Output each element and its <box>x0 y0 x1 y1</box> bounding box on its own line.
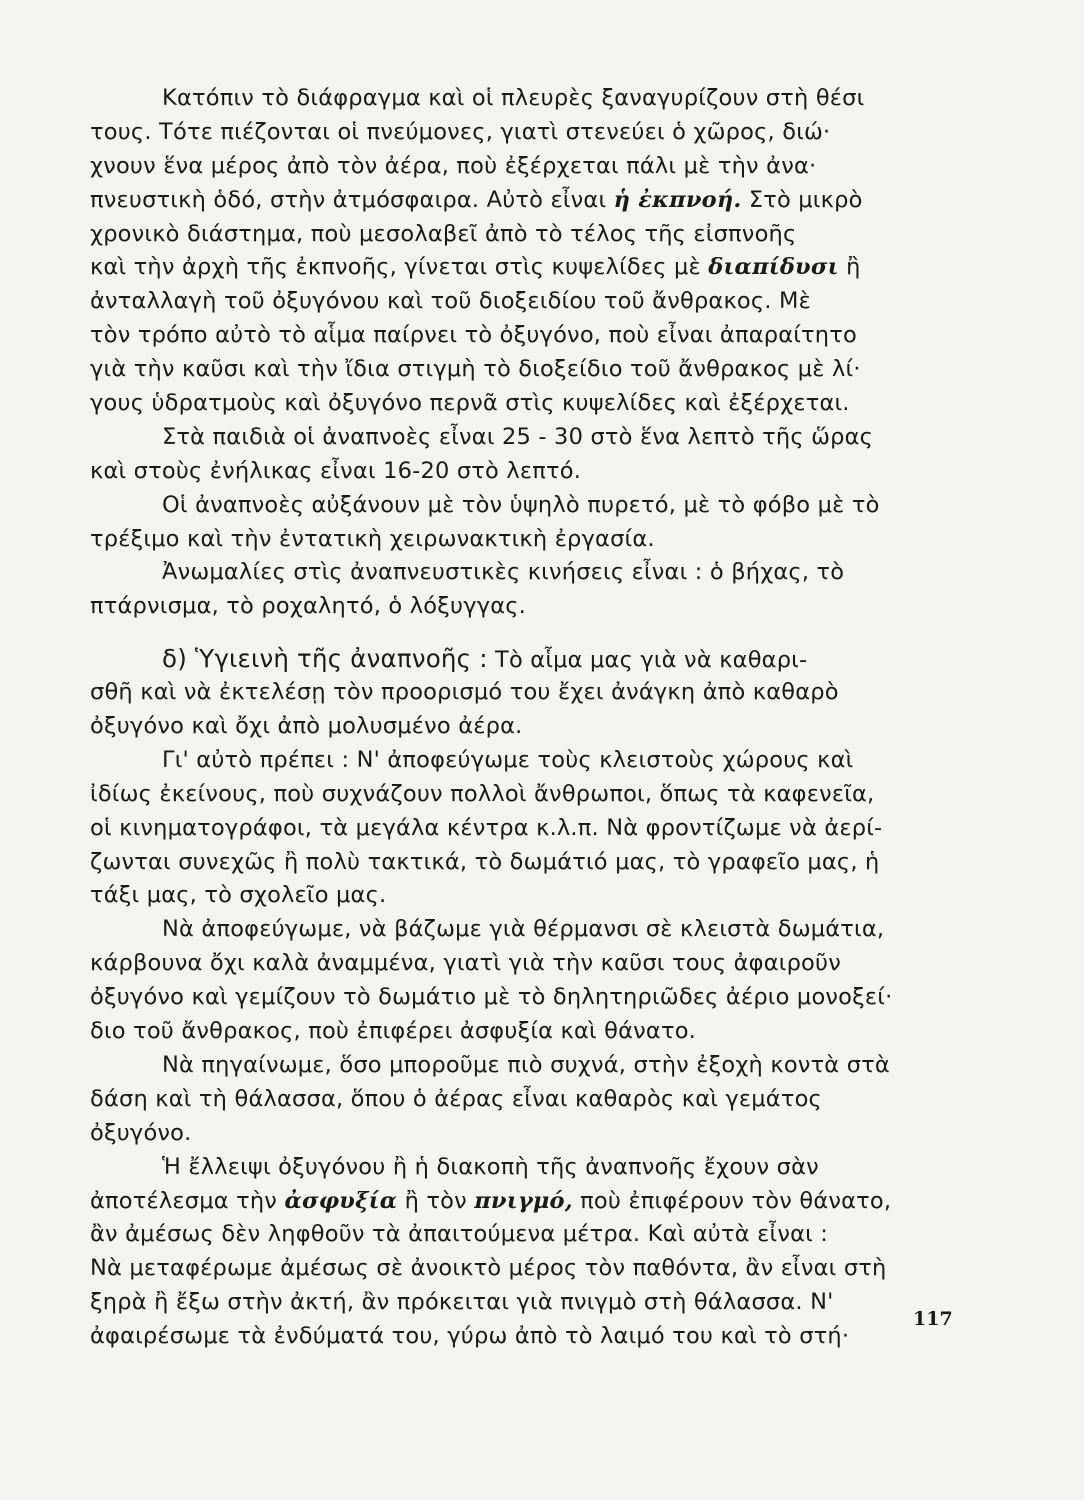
text-line <box>90 251 955 285</box>
text-line: ὀξυγόνο καὶ ὄχι ἀπὸ μολυσμένο ἀέρα. <box>90 713 523 740</box>
text-line: γιὰ τὴν καῦσι καὶ τὴν ἴδια στιγμὴ τὸ διοξείδιο τοῦ ἄνθρακος μὲ λί· <box>90 356 861 383</box>
text-segment: ἢ τὸν <box>404 1187 467 1214</box>
emphasis-term: ἀσφυξία <box>284 1187 398 1214</box>
text-line: τάξι μας, τὸ σχολεῖο μας. <box>90 882 387 909</box>
body-text <box>90 82 955 1354</box>
text-line: γους ὑδρατμοὺς καὶ ὀξυγόνο περνᾶ στὶς κυψελίδες καὶ ἐξέρχεται. <box>90 390 850 417</box>
text-line: Οἱ ἀναπνοὲς αὐξάνουν μὲ τὸν ὑψηλὸ πυρετό, μὲ τὸ φόβο μὲ τὸ <box>162 491 880 518</box>
text-line: Ἡ ἔλλειψι ὀξυγόνου ἢ ἡ διακοπὴ τῆς ἀναπνοῆς ἔχουν σὰν <box>162 1153 819 1180</box>
text-line: οἱ κινηματογράφοι, τὰ μεγάλα κέντρα κ.λ.π. Νὰ φροντίζωμε νὰ ἀερί- <box>90 814 883 841</box>
text-line: Κατόπιν τὸ διάφραγμα καὶ οἱ πλευρὲς ξαναγυρίζουν στὴ θέσι <box>162 85 865 111</box>
paragraph-gap <box>90 624 955 642</box>
text-line: Νὰ πηγαίνωμε, ὅσο μποροῦμε πιὸ συχνά, στὴν ἐξοχὴ κοντὰ στὰ <box>162 1051 890 1078</box>
text-line: ὀξυγόνο καὶ γεμίζουν τὸ δωμάτιο μὲ τὸ δηλητηριῶδες ἀέριο μονοξεί· <box>90 984 893 1011</box>
emphasis-term: ἡ ἐκπνοή. <box>613 186 742 213</box>
text-line: τρέξιμο καὶ τὴν ἐντατικὴ χειρωνακτικὴ ἐργασία. <box>90 525 655 552</box>
text-segment: ἀποτέλεσμα τὴν <box>90 1187 278 1214</box>
text-line: ἰδίως ἐκείνους, ποὺ συχνάζουν πολλοὶ ἄνθρωποι, ὅπως τὰ καφενεῖα, <box>90 780 875 807</box>
text-line: πτάρνισμα, τὸ ροχαλητό, ὁ λόξυγγας. <box>90 593 527 620</box>
text-line: Νὰ ἀποφεύγωμε, νὰ βάζωμε γιὰ θέρμανσι σὲ κλειστὰ δωμάτια, <box>162 916 885 943</box>
text-line: τὸν τρόπο αὐτὸ τὸ αἷμα παίρνει τὸ ὀξυγόνο, ποὺ εἶναι ἀπαραίτητο <box>90 322 857 349</box>
text-line: κάρβουνα ὄχι καλὰ ἀναμμένα, γιατὶ γιὰ τὴν καῦσι τους ἀφαιροῦν <box>90 950 842 977</box>
text-segment: καὶ τὴν ἀρχὴ τῆς ἐκπνοῆς, γίνεται στὶς κυψελίδες μὲ <box>90 254 701 281</box>
text-line: ἂν ἀμέσως δὲν ληφθοῦν τὰ ἀπαιτούμενα μέτρα. Καὶ αὐτὰ εἶναι : <box>90 1221 829 1248</box>
text-line: ἀνταλλαγὴ τοῦ ὀξυγόνου καὶ τοῦ διοξειδίου τοῦ ἄνθρακος. Μὲ <box>90 288 811 315</box>
text-line: ξηρὰ ἢ ἔξω στὴν ἀκτή, ἂν πρόκειται γιὰ πνιγμὸ στὴ θάλασσα. Ν' <box>90 1289 834 1316</box>
text-segment: ποὺ ἐπιφέρουν τὸν θάνατο, <box>580 1187 892 1214</box>
text-line: Νὰ μεταφέρωμε ἀμέσως σὲ ἀνοικτὸ μέρος τὸν παθόντα, ἂν εἶναι στὴ <box>90 1255 887 1282</box>
emphasis-term: πνιγμό, <box>474 1187 573 1214</box>
emphasis-term: διαπίδυσι <box>708 254 839 281</box>
text-line <box>90 1185 955 1219</box>
text-line: Γι' αὐτὸ πρέπει : Ν' ἀποφεύγωμε τοὺς κλειστοὺς χώρους καὶ <box>162 746 854 773</box>
text-line: διο τοῦ ἄνθρακος, ποὺ ἐπιφέρει ἀσφυξία καὶ θάνατο. <box>90 1018 697 1045</box>
text-line: χνουν ἕνα μέρος ἀπὸ τὸν ἀέρα, ποὺ ἐξέρχεται πάλι μὲ τὴν ἀνα· <box>90 152 817 179</box>
text-line: καὶ στοὺς ἐνήλικας εἶναι 16-20 στὸ λεπτό. <box>90 457 582 484</box>
text-line: ζωνται συνεχῶς ἢ πολὺ τακτικά, τὸ δωμάτιό μας, τὸ γραφεῖο μας, ἡ <box>90 848 880 875</box>
text-segment: ἢ <box>846 254 861 281</box>
text-line <box>90 184 955 218</box>
text-line: ἀφαιρέσωμε τὰ ἐνδύματά του, γύρω ἀπὸ τὸ λαιμό του καὶ τὸ στή· <box>90 1323 850 1350</box>
text-line: τους. Τότε πιέζονται οἱ πνεύμονες, γιατὶ στενεύει ὁ χῶρος, διώ· <box>90 118 831 145</box>
text-segment: Τὸ αἷμα μας γιὰ νὰ καθαρι- <box>495 647 808 674</box>
text-line: δάση καὶ τὴ θάλασσα, ὅπου ὁ ἀέρας εἶναι καθαρὸς καὶ γεμάτος <box>90 1085 822 1112</box>
text-line: Ἀνωμαλίες στὶς ἀναπνευστικὲς κινήσεις εἶναι : ὁ βήχας, τὸ <box>162 559 845 586</box>
text-segment: πνευστικὴ ὁδό, στὴν ἀτμόσφαιρα. Αὐτὸ εἶναι <box>90 186 607 213</box>
text-line: ὀξυγόνο. <box>90 1119 192 1146</box>
page-number: 117 <box>913 1308 953 1330</box>
text-line: Στὰ παιδιὰ οἱ ἀναπνοὲς εἶναι 25 - 30 στὸ ἕνα λεπτὸ τῆς ὥρας <box>162 423 874 450</box>
text-line: σθῆ καὶ νὰ ἐκτελέσῃ τὸν προορισμό του ἔχει ἀνάγκη ἀπὸ καθαρὸ <box>90 679 839 706</box>
text-segment: Στὸ μικρὸ <box>748 186 863 213</box>
text-line: χρονικὸ διάστημα, ποὺ μεσολαβεῖ ἀπὸ τὸ τέλος τῆς εἰσπνοῆς <box>90 220 797 247</box>
section-heading: δ) Ὑγιεινὴ τῆς ἀναπνοῆς : <box>162 644 488 674</box>
text-line <box>90 642 955 676</box>
